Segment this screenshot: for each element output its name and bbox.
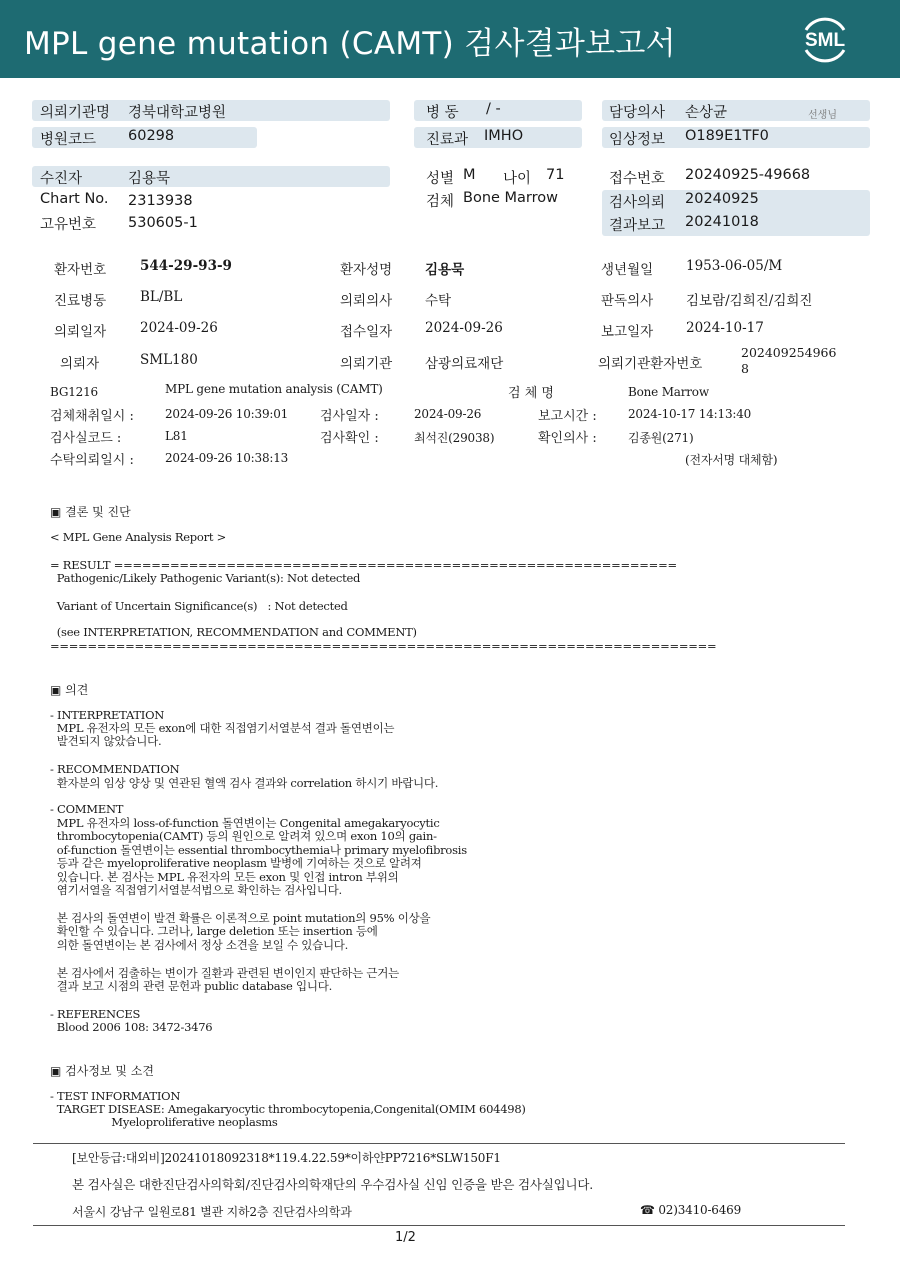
mid-req-org-value: 삼광의료재단 (425, 356, 504, 372)
band-patient (32, 166, 390, 187)
meta-specimen-value: Bone Marrow (628, 385, 709, 399)
mid-ward-label: 진료병동 (54, 293, 107, 309)
test-req-value: 20240925 (685, 191, 759, 207)
signature-note: (전자서명 대체함) (685, 453, 778, 467)
security-line: [보안등급:대외비]20241018092318*119.4.22.59*이하얀PP7216*SLW150F1 (72, 1151, 501, 1165)
uid-value: 530605-1 (128, 215, 198, 231)
conclusion-heading: ▣ 결론 및 진단 (50, 505, 131, 519)
address-line: 서울시 강남구 일원로81 별관 지하2층 진단검사의학과 (72, 1205, 352, 1219)
page-number: 1/2 (395, 1230, 416, 1245)
receipt-no-label: 접수번호 (609, 171, 666, 187)
test-info-text: TARGET DISEASE: Amegakaryocytic thrombocytopenia,Congenital(OMIM 604498) Myeloproliferative neoplasms (56, 1102, 526, 1130)
result-report-value: 20241018 (685, 214, 759, 230)
collect-label: 검체채취일시 : (50, 409, 134, 424)
specimen-value: Bone Marrow (463, 190, 559, 206)
reader-value: 김보람/김희진/김희진 (686, 293, 813, 309)
comment-p2: 본 검사의 돌연변이 발견 확률은 이론적으로 point mutation의 95% 이상을 확인할 수 있습니다. 그러나, large deletion 또는 insertion 등에 의한 돌연변이는 본 검사에서 정상 소견을 보일 수 있습니다. (56, 911, 431, 952)
report-title-line: < MPL Gene Analysis Report > (50, 530, 226, 544)
sml-logo (798, 12, 852, 66)
confirm-doc-value: 김종원(271) (628, 431, 694, 445)
collect-value: 2024-09-26 10:39:01 (165, 407, 289, 421)
test-date-value: 2024-09-26 (414, 407, 482, 421)
receipt-no-value: 20240925-49668 (685, 167, 811, 183)
vus-line: Variant of Uncertain Significance(s) : Not detected (50, 599, 348, 613)
result-report-label: 결과보고 (609, 218, 666, 234)
org-pt-no-value-2: 8 (741, 361, 749, 376)
ward-label: 병 동 (426, 105, 459, 121)
patient-label: 수진자 (40, 171, 83, 187)
pt-name-label: 환자성명 (340, 262, 393, 278)
lab-code-label: 검사실코드 : (50, 431, 122, 446)
footer-bottom-divider (33, 1225, 845, 1226)
age-label: 나이 (503, 171, 532, 187)
req-doc-value: 수탁 (425, 293, 452, 309)
sex-label: 성별 (426, 171, 455, 187)
age-value: 71 (546, 167, 565, 183)
meta-specimen-label: 검 체 명 (508, 386, 554, 401)
clinical-value: O189E1TF0 (685, 128, 769, 144)
test-info-title: - TEST INFORMATION (50, 1089, 181, 1103)
end-line: ======================================================================= (50, 639, 717, 653)
rep-date-label: 보고일자 (601, 324, 654, 340)
dept-value: IMHO (484, 128, 524, 144)
mid-req-org-label: 의뢰기관 (340, 356, 393, 372)
comment-p1: MPL 유전자의 loss-of-function 돌연변이는 Congenital amegakaryocytic thrombocytopenia(CAMT) 등의 원인으로 알려져 있으며 exon 10의 gain- of-function 돌연변이는 essential thrombocythemia나 primary myelofibrosis 등과 같은 myeloproliferative neoplasm 발병에 기여하는 것으로 알려져 있습니다. 본 검사는 MPL 유전자의 모든 exon 및 인접 intron 부위의 염기서열을 직접염기서열분석법으로 확인하는 검사입니다. (56, 816, 467, 898)
dept-label: 진료과 (426, 132, 469, 148)
requester-label: 의뢰자 (60, 356, 100, 372)
rep-date-value: 2024-10-17 (686, 320, 764, 336)
patient-value: 김용묵 (128, 171, 171, 187)
test-info-heading: ▣ 검사정보 및 소견 (50, 1064, 154, 1078)
clinical-label: 임상정보 (609, 132, 666, 148)
ref-title: - REFERENCES (50, 1007, 141, 1021)
req-time-label: 수탁의뢰일시 : (50, 453, 134, 468)
req-org-label: 의뢰기관명 (40, 105, 111, 121)
uid-label: 고유번호 (40, 217, 97, 233)
ref-text: Blood 2006 108: 3472-3476 (50, 1020, 213, 1034)
footer-top-divider (33, 1143, 845, 1144)
req-time-value: 2024-09-26 10:38:13 (165, 451, 289, 465)
comment-p3: 본 검사에서 검출하는 변이가 질환과 관련된 변이인지 판단하는 근거는 결과 보고 시점의 관련 문헌과 public database 입니다. (56, 966, 399, 994)
confirm-value: 최석진(29038) (414, 431, 495, 445)
pt-no-value: 544-29-93-9 (140, 258, 232, 274)
hosp-code-value: 60298 (128, 128, 175, 144)
test-name: MPL gene mutation analysis (CAMT) (165, 382, 383, 396)
interp-title: - INTERPRETATION (50, 708, 165, 722)
result-line: = RESULT ============================================================ (50, 558, 677, 572)
pt-no-label: 환자번호 (54, 262, 107, 278)
hosp-code-label: 병원코드 (40, 132, 97, 148)
comment-title: - COMMENT (50, 802, 124, 816)
chart-value: 2313938 (128, 193, 193, 209)
test-req-label: 검사의뢰 (609, 195, 666, 211)
report-time-value: 2024-10-17 14:13:40 (628, 407, 752, 421)
pt-name-value: 김용묵 (425, 262, 465, 278)
logo-text: SML (804, 30, 846, 51)
requester-value: SML180 (140, 352, 198, 368)
cert-line: 본 검사실은 대한진단검사의학회/진단검사의학재단의 우수검사실 신임 인증을 받은 검사실입니다. (72, 1177, 594, 1192)
see-line: (see INTERPRETATION, RECOMMENDATION and COMMENT) (50, 625, 417, 639)
doctor-label: 담당의사 (609, 105, 666, 121)
req-doc-label: 의뢰의사 (340, 293, 393, 309)
dob-value: 1953-06-05/M (686, 258, 783, 274)
rcv-date-label: 접수일자 (340, 324, 393, 340)
test-date-label: 검사일자 : (320, 409, 379, 424)
rec-text: 환자분의 임상 양상 및 연관된 혈액 검사 결과와 correlation 하시기 바랍니다. (50, 776, 439, 790)
report-time-label: 보고시간 : (538, 409, 597, 424)
opinion-heading: ▣ 의견 (50, 683, 89, 697)
report-title: MPL gene mutation (CAMT) 검사결과보고서 (24, 26, 676, 62)
doctor-value: 손상균 (685, 105, 728, 121)
mid-ward-value: BL/BL (140, 289, 183, 305)
phone-line: ☎ 02)3410-6469 (640, 1203, 742, 1217)
req-date-value: 2024-09-26 (140, 320, 218, 336)
org-pt-no-value-1: 202409254966 (741, 345, 837, 360)
specimen-label: 검체 (426, 194, 455, 210)
sex-value: M (463, 167, 476, 183)
org-pt-no-label: 의뢰기관환자번호 (598, 356, 703, 372)
req-date-label: 의뢰일자 (54, 324, 107, 340)
interp-text: MPL 유전자의 모든 exon에 대한 직접염기서열분석 결과 돌연변이는 발견되지 않았습니다. (56, 721, 395, 749)
confirm-label: 검사확인 : (320, 431, 379, 446)
confirm-doc-label: 확인의사 : (538, 431, 597, 446)
lab-code-value: L81 (165, 429, 188, 443)
rec-title: - RECOMMENDATION (50, 762, 180, 776)
test-code: BG1216 (50, 385, 98, 399)
dob-label: 생년월일 (601, 262, 654, 278)
doctor-suffix: 선생님 (808, 110, 837, 121)
chart-label: Chart No. (40, 191, 109, 207)
reader-label: 판독의사 (601, 293, 654, 309)
rcv-date-value: 2024-09-26 (425, 320, 503, 336)
ward-value: / - (486, 101, 501, 117)
pathogenic-line: Pathogenic/Likely Pathogenic Variant(s): Not detected (50, 571, 361, 585)
req-org-value: 경북대학교병원 (128, 105, 227, 121)
